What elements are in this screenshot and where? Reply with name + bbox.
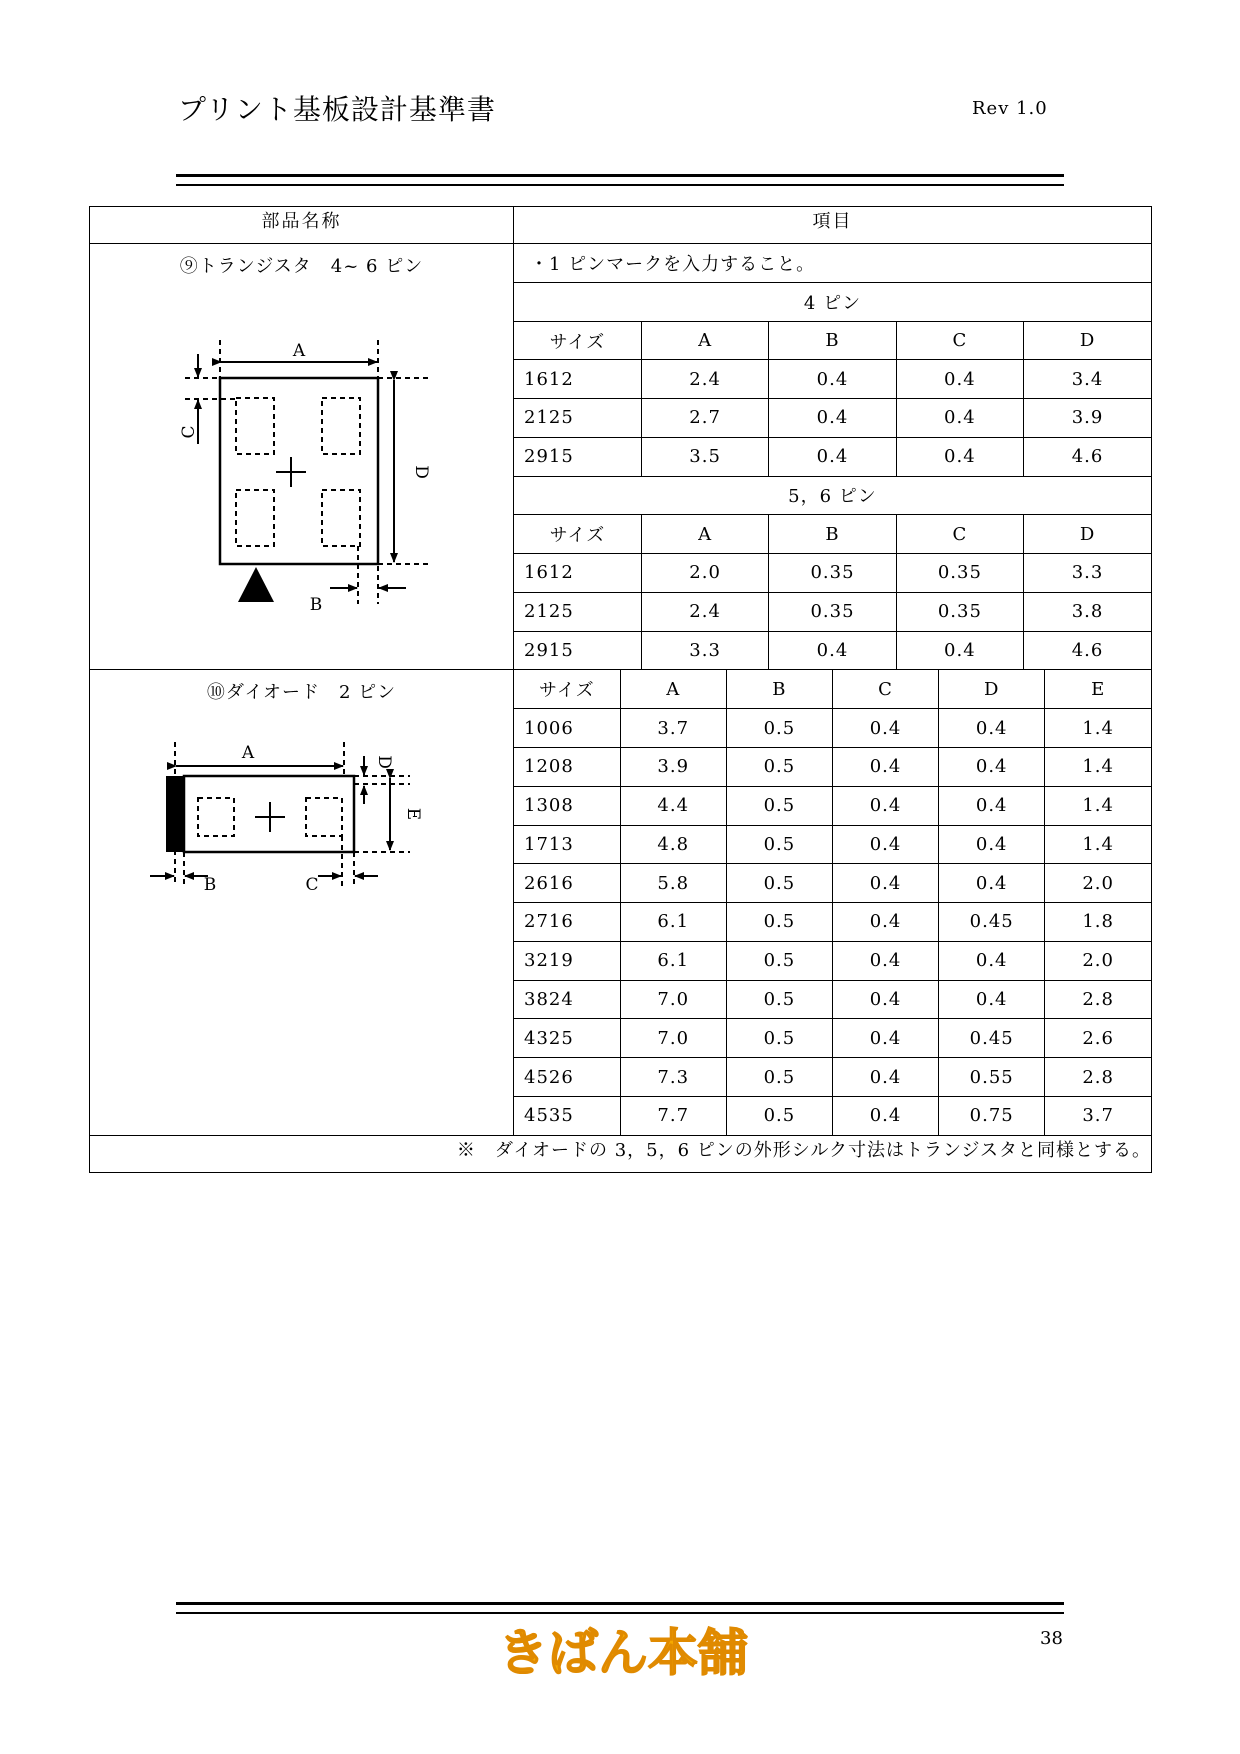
value-cell: 0.5 (726, 1058, 832, 1097)
value-cell: 3.7 (1045, 1096, 1151, 1134)
value-cell: 0.35 (769, 554, 896, 593)
table-row (514, 554, 1151, 593)
transistor-dimension-table (514, 244, 1151, 669)
value-cell: 0.4 (939, 825, 1045, 864)
value-cell: 0.4 (769, 631, 896, 669)
header-cell: A (641, 515, 768, 554)
header-cell: サイズ (514, 321, 641, 360)
diode-cell (90, 670, 514, 1135)
diode-spec-cell (514, 670, 1152, 1135)
table-row (514, 941, 1151, 980)
value-cell: 4.6 (1024, 631, 1151, 669)
revision-label: Rev 1.0 (972, 98, 1048, 119)
value-cell: 0.4 (832, 1058, 938, 1097)
table-row (514, 903, 1151, 942)
table-row (514, 786, 1151, 825)
value-cell: 0.5 (726, 709, 832, 748)
value-cell: 6.1 (620, 941, 726, 980)
value-cell: 0.5 (726, 1096, 832, 1134)
transistor-outline-diagram (90, 284, 514, 616)
value-cell: 0.55 (939, 1058, 1045, 1097)
value-cell: 0.5 (726, 941, 832, 980)
value-cell: 1.4 (1045, 786, 1151, 825)
table-row (514, 709, 1151, 748)
size-cell: 4325 (514, 1019, 620, 1058)
size-cell: 2125 (514, 592, 641, 631)
value-cell: 4.6 (1024, 437, 1151, 476)
value-cell: 0.5 (726, 903, 832, 942)
pin1-mark-note: ・1 ピンマークを入力すること。 (514, 244, 1151, 282)
header-cell: C (896, 321, 1023, 360)
size-cell: 1612 (514, 360, 641, 399)
table-row (514, 592, 1151, 631)
diode-dim-b-label: B (203, 875, 217, 896)
transistor-name: ⑨トランジスタ 4~ 6 ピン (179, 256, 424, 278)
column-header-part: 部品名称 (90, 207, 514, 244)
value-cell: 0.4 (832, 903, 938, 942)
value-cell: 3.3 (641, 631, 768, 669)
size-cell: 2616 (514, 864, 620, 903)
footer-rule-thin (176, 1612, 1064, 1614)
five-six-pin-header-row (514, 515, 1151, 554)
logo-text: きばん本舗 (498, 1624, 748, 1682)
value-cell: 1.4 (1045, 825, 1151, 864)
value-cell: 3.8 (1024, 592, 1151, 631)
value-cell: 0.35 (896, 592, 1023, 631)
value-cell: 3.9 (620, 747, 726, 786)
value-cell: 0.5 (726, 1019, 832, 1058)
value-cell: 0.4 (769, 399, 896, 438)
diode-dim-d-label: D (374, 755, 394, 770)
table-row (514, 360, 1151, 399)
table-row (514, 864, 1151, 903)
document-title: プリント基板設計基準書 (178, 93, 496, 126)
header-cell: D (1024, 515, 1151, 554)
value-cell: 4.8 (620, 825, 726, 864)
diode-dim-a-label: A (241, 743, 255, 764)
value-cell: 2.0 (1045, 864, 1151, 903)
value-cell: 2.4 (641, 360, 768, 399)
transistor-spec-cell (514, 244, 1152, 670)
value-cell: 2.7 (641, 399, 768, 438)
diode-dim-e-label: E (403, 808, 423, 821)
value-cell: 2.0 (641, 554, 768, 593)
value-cell: 3.9 (1024, 399, 1151, 438)
value-cell: 0.5 (726, 747, 832, 786)
value-cell: 0.4 (939, 941, 1045, 980)
value-cell: 3.3 (1024, 554, 1151, 593)
size-cell: 4535 (514, 1096, 620, 1134)
value-cell: 0.4 (832, 980, 938, 1019)
value-cell: 0.4 (769, 360, 896, 399)
size-cell: 3824 (514, 980, 620, 1019)
header-cell: A (641, 321, 768, 360)
value-cell: 0.4 (939, 747, 1045, 786)
transistor-dim-d-label: D (411, 465, 431, 480)
value-cell: 7.0 (620, 980, 726, 1019)
value-cell: 0.45 (939, 903, 1045, 942)
value-cell: 0.4 (832, 786, 938, 825)
value-cell: 0.4 (939, 980, 1045, 1019)
table-row (514, 1019, 1151, 1058)
value-cell: 1.4 (1045, 709, 1151, 748)
value-cell: 4.4 (620, 786, 726, 825)
table-row (514, 980, 1151, 1019)
footer-rule-thick (176, 1602, 1064, 1605)
value-cell: 5.8 (620, 864, 726, 903)
size-cell: 3219 (514, 941, 620, 980)
size-cell: 2915 (514, 631, 641, 669)
page-number: 38 (1040, 1628, 1063, 1649)
header-cell: D (1024, 321, 1151, 360)
diode-outline-diagram (90, 706, 514, 896)
value-cell: 6.1 (620, 903, 726, 942)
value-cell: 0.4 (832, 825, 938, 864)
value-cell: 7.3 (620, 1058, 726, 1097)
table-row (514, 825, 1151, 864)
value-cell: 3.7 (620, 709, 726, 748)
value-cell: 0.4 (939, 786, 1045, 825)
header-cell: C (896, 515, 1023, 554)
size-cell: 4526 (514, 1058, 620, 1097)
diode-dim-c-label: C (305, 875, 319, 896)
transistor-dim-c-label: C (179, 425, 199, 439)
value-cell: 0.35 (896, 554, 1023, 593)
five-six-pin-title: 5，6 ピン (514, 476, 1151, 515)
kiban-honpo-logo (488, 1620, 758, 1684)
table-row (514, 437, 1151, 476)
value-cell: 0.5 (726, 864, 832, 903)
value-cell: 0.4 (832, 747, 938, 786)
header-cell: B (769, 321, 896, 360)
diode-header-row (514, 670, 1151, 708)
value-cell: 0.4 (896, 399, 1023, 438)
value-cell: 2.4 (641, 592, 768, 631)
column-header-item: 項目 (514, 207, 1152, 244)
value-cell: 2.8 (1045, 1058, 1151, 1097)
size-cell: 1713 (514, 825, 620, 864)
table-row (514, 747, 1151, 786)
header-rule-thin (176, 184, 1064, 186)
value-cell: 0.5 (726, 980, 832, 1019)
value-cell: 0.4 (832, 1096, 938, 1134)
value-cell: 3.5 (641, 437, 768, 476)
value-cell: 0.4 (939, 864, 1045, 903)
value-cell: 0.45 (939, 1019, 1045, 1058)
transistor-dim-b-label: B (309, 595, 323, 616)
value-cell: 7.7 (620, 1096, 726, 1134)
header-cell: D (939, 670, 1045, 708)
value-cell: 0.4 (896, 437, 1023, 476)
header-rule-thick (176, 174, 1064, 177)
header-cell: B (726, 670, 832, 708)
header-cell: A (620, 670, 726, 708)
size-cell: 2915 (514, 437, 641, 476)
table-row (514, 1096, 1151, 1134)
transistor-dim-a-label: A (292, 341, 306, 362)
header-cell: E (1045, 670, 1151, 708)
size-cell: 1006 (514, 709, 620, 748)
value-cell: 0.35 (769, 592, 896, 631)
value-cell: 1.4 (1045, 747, 1151, 786)
table-row (514, 1058, 1151, 1097)
diode-footnote: ※ ダイオードの 3，5，6 ピンの外形シルク寸法はトランジスタと同様とする。 (90, 1135, 1152, 1172)
value-cell: 0.4 (896, 360, 1023, 399)
four-pin-title: 4 ピン (514, 282, 1151, 321)
spec-table (89, 206, 1152, 1173)
value-cell: 2.8 (1045, 980, 1151, 1019)
value-cell: 0.4 (832, 709, 938, 748)
table-row (514, 631, 1151, 669)
header-cell: サイズ (514, 670, 620, 708)
value-cell: 0.5 (726, 825, 832, 864)
value-cell: 0.4 (832, 941, 938, 980)
value-cell: 0.4 (832, 864, 938, 903)
value-cell: 0.4 (832, 1019, 938, 1058)
four-pin-header-row (514, 321, 1151, 360)
diode-dimension-table (514, 670, 1151, 1134)
diode-name: ⑩ダイオード 2 ピン (206, 682, 397, 704)
size-cell: 1308 (514, 786, 620, 825)
table-row (514, 399, 1151, 438)
value-cell: 0.4 (769, 437, 896, 476)
value-cell: 7.0 (620, 1019, 726, 1058)
value-cell: 1.8 (1045, 903, 1151, 942)
size-cell: 1208 (514, 747, 620, 786)
size-cell: 2716 (514, 903, 620, 942)
size-cell: 1612 (514, 554, 641, 593)
value-cell: 2.0 (1045, 941, 1151, 980)
size-cell: 2125 (514, 399, 641, 438)
transistor-cell (90, 244, 514, 670)
header-cell: サイズ (514, 515, 641, 554)
value-cell: 0.75 (939, 1096, 1045, 1134)
value-cell: 2.6 (1045, 1019, 1151, 1058)
value-cell: 0.4 (896, 631, 1023, 669)
value-cell: 0.4 (939, 709, 1045, 748)
value-cell: 0.5 (726, 786, 832, 825)
value-cell: 3.4 (1024, 360, 1151, 399)
header-cell: C (832, 670, 938, 708)
header-cell: B (769, 515, 896, 554)
